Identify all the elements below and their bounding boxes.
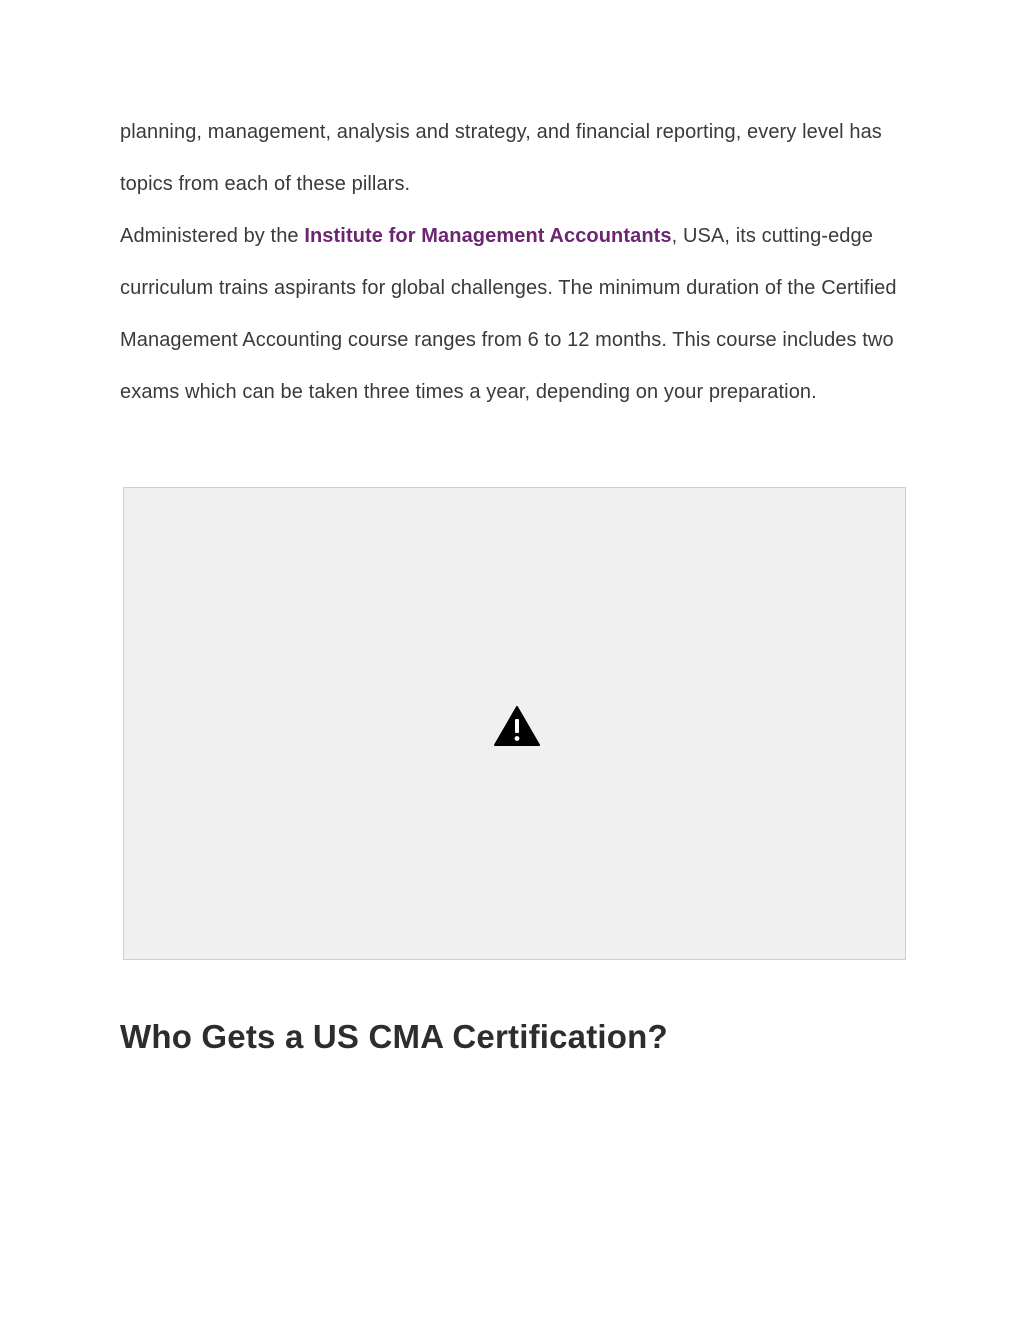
paragraph-text-after-link: , USA, its cutting-edge curriculum trains aspirants for global challenges. The minimum duration of the Certified Management Accounting course ranges from 6 to 12 months. This course includes two exams which can be taken three times a year, depending on your preparation. <box>120 225 897 403</box>
broken-image-placeholder <box>123 487 906 960</box>
paragraph-text-before-link: Administered by the <box>120 225 305 247</box>
ima-link[interactable]: Institute for Management Accountants <box>304 225 672 247</box>
section-heading: Who Gets a US CMA Certification? <box>120 1018 668 1055</box>
paragraph-pillars: planning, management, analysis and strategy, and financial reporting, every level has topics from each of these pillars. <box>120 121 882 195</box>
article-body <box>120 106 910 418</box>
warning-icon <box>494 706 540 746</box>
paragraph-administered <box>120 210 910 418</box>
